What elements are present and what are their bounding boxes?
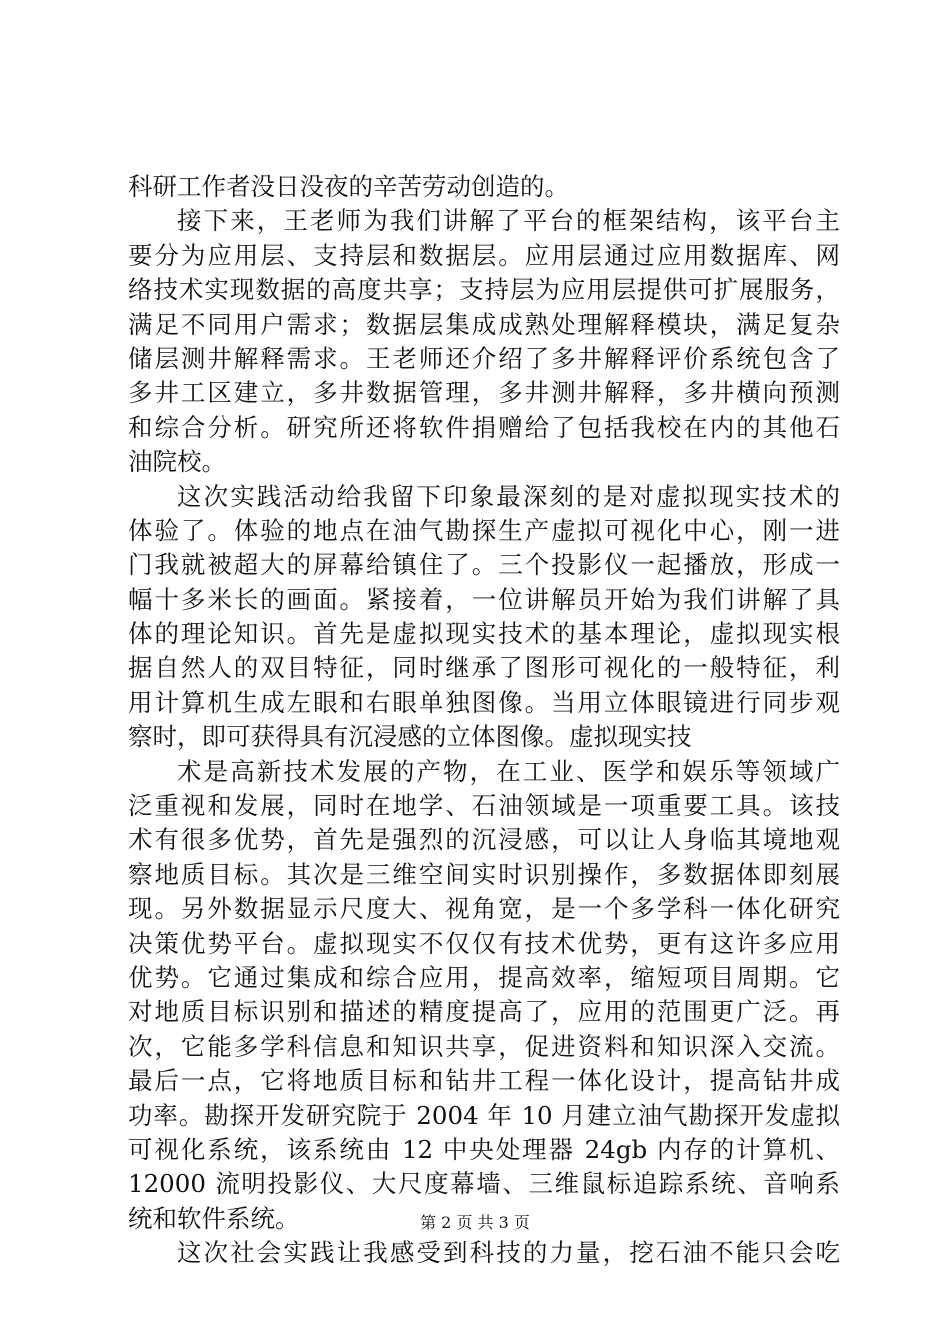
text-line: 功率。勘探开发研究院于 2004 年 10 月建立油气勘探开发虚拟 <box>128 1100 840 1130</box>
text-line: 据自然人的双目特征，同时继承了图形可视化的一般特征，利 <box>128 653 840 683</box>
text-line: 门我就被超大的屏幕给镇住了。三个投影仪一起播放，形成一 <box>128 550 840 580</box>
text-line: 络技术实现数据的高度共享；支持层为应用层提供可扩展服务， <box>128 275 840 305</box>
text-line: 要分为应用层、支持层和数据层。应用层通过应用数据库、网 <box>128 240 840 270</box>
text-line: 这次社会实践让我感受到科技的力量，挖石油不能只会吃 <box>177 1238 840 1268</box>
text-line: 优势。它通过集成和综合应用，提高效率，缩短项目周期。它 <box>128 962 840 992</box>
text-line: 统和软件系统。 <box>128 1203 300 1233</box>
text-line: 可视化系统，该系统由 12 中央处理器 24gb 内存的计算机、 <box>128 1134 840 1164</box>
text-line: 决策优势平台。虚拟现实不仅仅有技术优势，更有这许多应用 <box>128 928 840 958</box>
text-line: 体的理论知识。首先是虚拟现实技术的基本理论，虚拟现实根 <box>128 619 840 649</box>
text-line: 现。另外数据显示尺度大、视角宽，是一个多学科一体化研究 <box>128 894 840 924</box>
text-line: 术有很多优势，首先是强烈的沉浸感，可以让人身临其境地观 <box>128 825 840 855</box>
text-line: 这次实践活动给我留下印象最深刻的是对虚拟现实技术的 <box>177 481 840 511</box>
text-line: 12000 流明投影仪、大尺度幕墙、三维鼠标追踪系统、音响系 <box>128 1169 840 1199</box>
text-line: 储层测井解释需求。王老师还介绍了多井解释评价系统包含了 <box>128 343 840 373</box>
text-line: 泛重视和发展，同时在地学、石油领域是一项重要工具。该技 <box>128 791 840 821</box>
text-line: 油院校。 <box>128 447 226 477</box>
text-line: 察地质目标。其次是三维空间实时识别操作，多数据体即刻展 <box>128 859 840 889</box>
text-line: 科研工作者没日没夜的辛苦劳动创造的。 <box>128 172 569 201</box>
text-line: 幅十多米长的画面。紧接着，一位讲解员开始为我们讲解了具 <box>128 584 840 614</box>
text-line: 次，它能多学科信息和知识共享，促进资料和知识深入交流。 <box>128 1031 840 1061</box>
page-footer: 第 2 页 共 3 页 <box>420 1213 530 1232</box>
text-line: 和综合分析。研究所还将软件捐赠给了包括我校在内的其他石 <box>128 412 840 442</box>
text-line: 最后一点，它将地质目标和钻井工程一体化设计，提高钻井成 <box>128 1066 840 1096</box>
text-line: 用计算机生成左眼和右眼单独图像。当用立体眼镜进行同步观 <box>128 687 840 717</box>
text-line: 多井工区建立，多井数据管理，多井测井解释，多井横向预测 <box>128 378 840 408</box>
text-line: 满足不同用户需求；数据层集成成熟处理解释模块，满足复杂 <box>128 309 840 339</box>
document-body <box>128 170 840 1271</box>
text-line: 对地质目标识别和描述的精度提高了，应用的范围更广泛。再 <box>128 997 840 1027</box>
text-line: 术是高新技术发展的产物，在工业、医学和娱乐等领域广 <box>177 756 840 786</box>
text-line: 察时，即可获得具有沉浸感的立体图像。虚拟现实技 <box>128 722 692 752</box>
text-line: 接下来，王老师为我们讲解了平台的框架结构，该平台主 <box>177 206 840 236</box>
text-line: 体验了。体验的地点在油气勘探生产虚拟可视化中心，刚一进 <box>128 515 840 545</box>
